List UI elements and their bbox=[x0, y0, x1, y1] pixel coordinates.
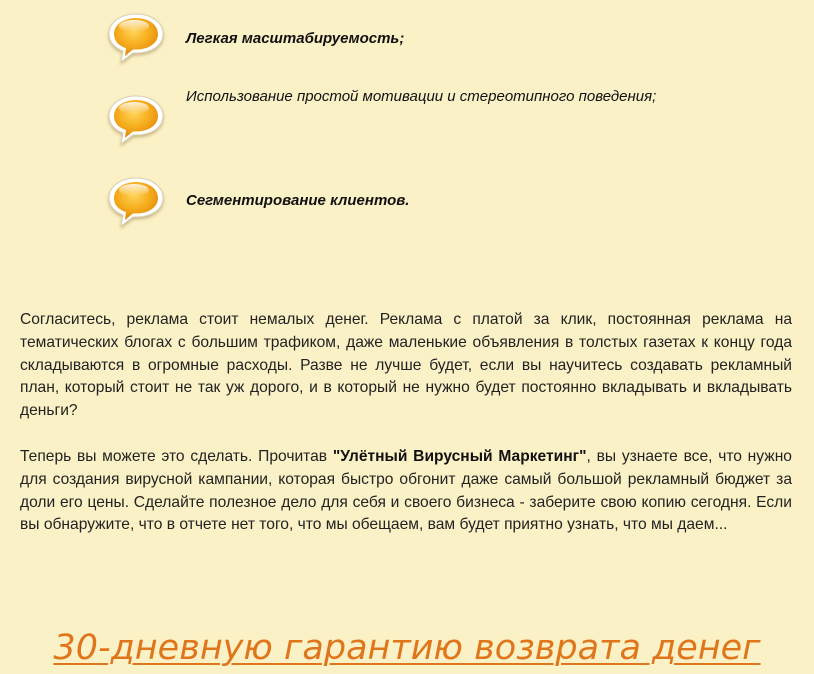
money-back-guarantee-heading: 30-дневную гарантию возврата денег bbox=[53, 628, 761, 668]
offer-text-start: Теперь вы можете это сделать. Прочитав bbox=[20, 448, 333, 465]
body-paragraph-costs: Согласитесь, реклама стоит немалых денег. Реклама с платой за клик, постоянная реклама на тематических блогах с большим трафиком, даже маленькие объявления в толстых газетах к концу года складываются в огромные расходы. Разве не лучше будет, если вы научитесь создавать рекламный план, который стоит не так уж дорого, и в который не нужно будет постоянно вкладывать и вкладывать деньги? bbox=[20, 311, 792, 420]
speech-bubble-icon bbox=[104, 90, 168, 150]
feature-item-motivation bbox=[104, 90, 704, 150]
feature-item-segmentation bbox=[104, 172, 704, 232]
speech-bubble-icon bbox=[104, 8, 168, 68]
feature-label: Легкая масштабируемость; bbox=[186, 30, 405, 47]
feature-label: Сегментирование клиентов. bbox=[186, 192, 410, 209]
offer-text-end: , вы узнаете все, что нужно для создания вирусной кампании, которая быстро обгонит даже самый большой рекламный бюджет за доли его цены. Сделайте полезное дело для себя и своего бизнеса - заберите свою копию сегодня. Если вы обнаружите, что в отчете нет того, что мы обещаем, вам будет приятно узнать, что мы даем... bbox=[20, 448, 792, 534]
feature-label: Использование простой мотивации и стереотипного поведения; bbox=[186, 88, 657, 105]
product-name: "Улётный Вирусный Маркетинг" bbox=[332, 448, 587, 465]
feature-item-scalability bbox=[104, 8, 704, 68]
speech-bubble-icon bbox=[104, 172, 168, 232]
body-paragraph-offer bbox=[20, 446, 792, 537]
